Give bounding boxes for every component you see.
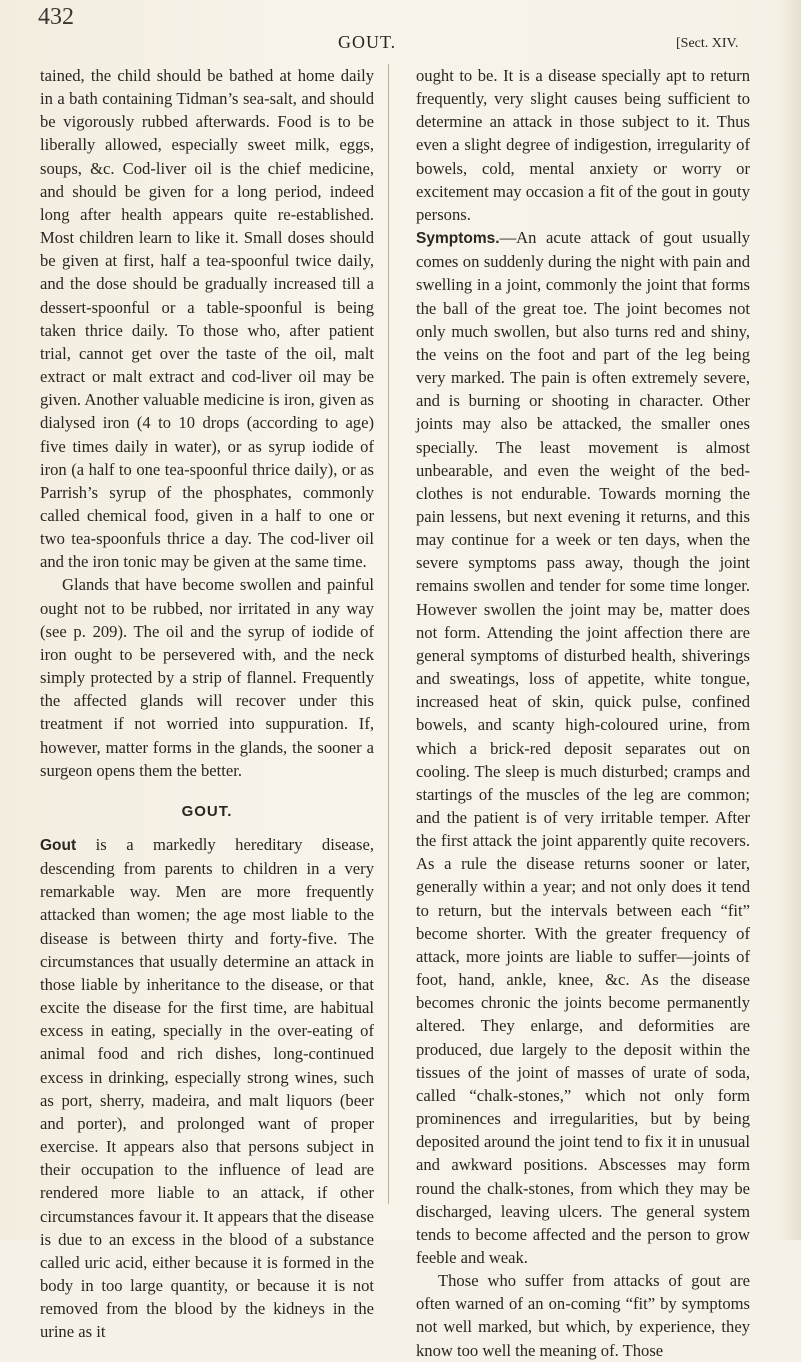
section-reference: [Sect. XIV. <box>676 36 739 51</box>
left-column <box>40 64 374 1343</box>
paragraph-swollen-glands: Glands that have become swollen and painful ought not to be rubbed, nor irritated in any way (see p. 209). The oil and the syrup of iodide of iron ought to be persevered with, and the neck simply protected by a strip of flannel. Frequently the affected glands will recover under this treatment if not worried into suppuration. If, however, matter forms in the glands, the sooner a surgeon opens them the better. <box>40 575 374 780</box>
paragraph-symptoms <box>416 226 750 1269</box>
symptoms-lead-word: Symptoms. <box>416 230 500 248</box>
page-number: 432 <box>38 4 74 30</box>
column-divider <box>388 64 389 1204</box>
gout-lead-word: Gout <box>40 837 77 854</box>
running-title: GOUT. <box>338 32 397 52</box>
gout-causes-text: is a markedly hereditary disease, descending from parents to children in a very remarkable way. Men are more frequently attacked than women; the age most liable to the disease is between thirty and forty-five. The circumstances that usually determine an attack in those liable by inheritance to the disease, or that excite the disease for the first time, are habitual excess in eating, specially in the over-eating of animal food and rich dishes, long-continued excess in drinking, especially strong wines, such as port, sherry, madeira, and malt liquors (beer and porter), and prolonged want of proper exercise. It appears also that persons subject in their occupation to the influence of lead are rendered more liable to an attack, if other circumstances favour it. It appears that the disease is due to an excess in the blood of a substance called uric acid, either because it is formed in the body in too large quantity, or because it is not removed from the blood by the kidneys in the urine as it <box>40 835 374 1342</box>
paragraph-scrofula-treatment: tained, the child should be bathed at home daily in a bath containing Tidman’s sea-salt, and should be vigorously rubbed afterwards. Food is to be liberally allowed, especially sweet milk, eggs, soups, &c. Cod-liver oil is the chief medicine, and should be given for a long period, indeed long after health appears quite re-established. Most children learn to like it. Small doses should be given at first, half a tea-spoonful twice daily, and the dose should be gradually increased till a dessert-spoonful or a table-spoonful is being taken thrice daily. To those who, after patient trial, cannot get over the taste of the oil, malt extract or malt extract and cod-liver oil may be given. Another valuable medicine is iron, given as dialysed iron (4 to 10 drops (according to age) five times daily in water), or as syrup iodide of iron (a half to one tea-spoonful thrice daily), or as Parrish’s syrup of the phosphates, commonly called chemical food, given in a half to one or two tea-spoonfuls thrice a day. The cod-liver oil and the iron tonic may be given at the same time. <box>40 66 374 572</box>
paragraph-gout-recurrence: ought to be. It is a disease specially apt to return frequently, very slight causes being sufficient to determine an attack in those subject to it. Thus even a slight degree of indigestion, irregularity of bowels, cold, mental anxiety or worry or excitement may occasion a fit of the gout in gouty persons. <box>416 66 750 224</box>
paragraph-warning-signs: Those who suffer from attacks of gout are often warned of an on-coming “fit” by symptoms not well marked, but which, by experience, they know too well the meaning of. Those <box>416 1271 750 1360</box>
right-column <box>416 64 750 1362</box>
section-heading-gout: GOUT. <box>181 802 233 820</box>
paragraph-gout-causes <box>40 833 374 1343</box>
symptoms-text: —An acute attack of gout usually comes on suddenly during the night with pain and swelling in a joint, commonly the joint that forms the ball of the great toe. The joint becomes not only much swollen, but also turns red and shiny, the veins on the foot and part of the leg being very marked. The pain is often extremely severe, and is burning or shooting in character. Other joints may also be attacked, the smaller ones specially. The least movement is almost unbearable, and even the weight of the bed-clothes is not endurable. Towards morning the pain lessens, but next evening it returns, and this may continue for a week or ten days, when the severe symptoms pass away, though the joint remains swollen and tender for some time longer. However swollen the joint may be, matter does not form. Attending the joint affection there are general symptoms of disturbed health, shiverings and sweatings, loss of appetite, white tongue, increased heat of skin, quick pulse, confined bowels, and scanty high-coloured urine, from which a brick-red deposit separates out on cooling. The sleep is much disturbed; cramps and startings of the muscles of the leg are common; and the patient is of very irritable temper. After the first attack the joint apparently quite recovers. As a rule the disease returns sooner or later, generally within a year; and not only does it tend to return, but the intervals between each “fit” become shorter. With the greater frequency of attack, more joints are liable to suffer—joints of foot, hand, ankle, knee, &c. As the disease becomes chronic the joints become permanently altered. They enlarge, and deformities are produced, due largely to the deposit within the tissues of the joint of masses of urate of soda, called “chalk-stones,” which not only form prominences and irregularities, but by being deposited around the joint tend to fix it in unusual and awkward positions. Abscesses may form round the chalk-stones, from which they may be discharged, leaving ulcers. The general system tends to become affected and the person to grow feeble and weak. <box>416 228 750 1267</box>
page-edge-shadow <box>779 0 801 1240</box>
